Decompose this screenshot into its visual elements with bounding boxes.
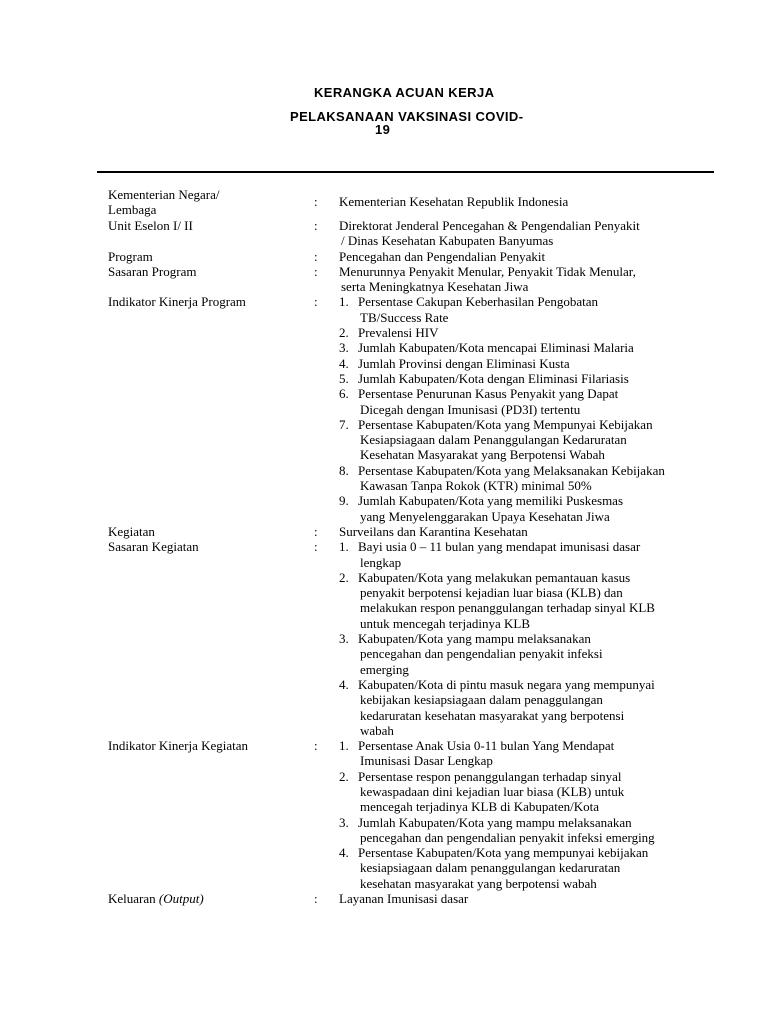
row-colon: : xyxy=(314,539,318,555)
row-kementerian xyxy=(108,187,718,218)
list-item-text xyxy=(358,815,718,846)
list-item-text xyxy=(358,294,718,325)
list-item-line: Persentase Cakupan Keberhasilan Pengobatan xyxy=(358,294,599,310)
list-item-line: Persentase Anak Usia 0-11 bulan Yang Mendapat xyxy=(358,738,615,754)
list-item-text xyxy=(358,325,718,340)
list-item-line: kedaruratan kesehatan masyarakat yang berpotensi xyxy=(360,707,625,723)
list-item-text xyxy=(358,386,718,417)
list-item-line: Kesehatan Masyarakat yang Berpotensi Wabah xyxy=(360,447,605,463)
document-body xyxy=(108,187,718,906)
list-item-line: kesiapsiagaan dalam penanggulangan kedaruratan xyxy=(360,860,621,876)
row-value: Pencegahan dan Pengendalian Penyakit xyxy=(339,248,546,264)
list-item-line: yang Menyelenggarakan Upaya Kesehatan Jiwa xyxy=(360,508,610,524)
row-colon: : xyxy=(314,891,318,907)
sasaran-kegiatan-list xyxy=(339,539,718,738)
list-item xyxy=(339,386,718,417)
list-item-text xyxy=(358,738,718,769)
list-item xyxy=(339,539,718,570)
label-line: Lembaga xyxy=(108,202,157,218)
list-item-text xyxy=(358,539,718,570)
row-label: Indikator Kinerja Kegiatan xyxy=(108,738,249,754)
list-item-text xyxy=(358,417,718,463)
list-item-number: 2. xyxy=(339,768,349,784)
list-item-line: pencegahan dan pengendalian penyakit infeksi xyxy=(360,646,603,662)
indikator-program-list xyxy=(339,294,718,523)
list-item-line: Dicegah dengan Imunisasi (PD3I) tertentu xyxy=(360,401,581,417)
label-main: Keluaran xyxy=(108,891,159,907)
list-item-line: Jumlah Kabupaten/Kota mencapai Eliminasi Malaria xyxy=(358,340,634,356)
list-item-line: Bayi usia 0 – 11 bulan yang mendapat imunisasi dasar xyxy=(358,539,641,555)
row-indikator-program xyxy=(108,294,718,523)
row-label: Sasaran Kegiatan xyxy=(108,539,199,555)
list-item-line: wabah xyxy=(360,722,394,738)
row-colon: : xyxy=(314,523,318,539)
list-item xyxy=(339,493,718,524)
document-title-line1: KERANGKA ACUAN KERJA xyxy=(314,85,495,100)
row-label: Sasaran Program xyxy=(108,263,197,279)
list-item-number: 2. xyxy=(339,569,349,585)
row-sasaran-program xyxy=(108,264,718,295)
document-title-line3: 19 xyxy=(375,122,391,137)
list-item-number: 1. xyxy=(339,738,349,754)
row-colon: : xyxy=(314,294,318,310)
row-label xyxy=(108,891,308,906)
list-item xyxy=(339,371,718,386)
list-item-number: 1. xyxy=(339,539,349,555)
list-item-number: 3. xyxy=(339,340,349,356)
list-item-line: Jumlah Kabupaten/Kota yang memiliki Puskesmas xyxy=(358,493,624,509)
list-item-line: penyakit berpotensi kejadian luar biasa (KLB) dan xyxy=(360,585,623,601)
list-item-line: Kabupaten/Kota yang melakukan pemantauan kasus xyxy=(358,569,631,585)
list-item-text xyxy=(358,845,718,891)
row-label: Indikator Kinerja Program xyxy=(108,294,246,310)
list-item xyxy=(339,294,718,325)
row-value xyxy=(339,264,718,295)
list-item-line: Persentase Penurunan Kasus Penyakit yang Dapat xyxy=(358,386,619,402)
row-colon: : xyxy=(314,263,318,279)
row-value xyxy=(339,738,718,891)
list-item-line: kewaspadaan dini kejadian luar biasa (KLB) untuk xyxy=(360,783,625,799)
list-item-line: Persentase Kabupaten/Kota yang Melaksanakan Kebijakan xyxy=(358,462,665,478)
value-line: Menurunnya Penyakit Menular, Penyakit Tidak Menular, xyxy=(339,263,636,279)
list-item-line: mencegah terjadinya KLB di Kabupaten/Kota xyxy=(360,799,599,815)
row-colon: : xyxy=(314,218,318,233)
list-item-line: Imunisasi Dasar Lengkap xyxy=(360,753,493,769)
row-colon: : xyxy=(314,248,318,264)
list-item-line: Kawasan Tanpa Rokok (KTR) minimal 50% xyxy=(360,478,592,494)
list-item-line: Kabupaten/Kota di pintu masuk negara yang mempunyai xyxy=(358,676,655,692)
list-item-text xyxy=(358,631,718,677)
value-line: serta Meningkatnya Kesehatan Jiwa xyxy=(341,279,529,295)
list-item xyxy=(339,417,718,463)
list-item-number: 9. xyxy=(339,493,349,509)
list-item-number: 8. xyxy=(339,462,349,478)
row-value xyxy=(339,539,718,738)
list-item xyxy=(339,845,718,891)
row-label xyxy=(108,187,308,218)
list-item xyxy=(339,815,718,846)
list-item-text xyxy=(358,570,718,631)
list-item-number: 6. xyxy=(339,386,349,402)
list-item xyxy=(339,677,718,738)
list-item-text xyxy=(358,356,718,371)
row-kegiatan xyxy=(108,524,718,539)
value-line: Direktorat Jenderal Pencegahan & Pengendalian Penyakit xyxy=(339,218,640,233)
list-item-number: 5. xyxy=(339,370,349,386)
row-unit-eselon xyxy=(108,218,718,249)
list-item xyxy=(339,463,718,494)
row-colon: : xyxy=(314,194,318,209)
list-item-line: Kabupaten/Kota yang mampu melaksanakan xyxy=(358,631,591,647)
list-item-number: 3. xyxy=(339,814,349,830)
list-item-number: 4. xyxy=(339,845,349,861)
row-indikator-kegiatan xyxy=(108,738,718,891)
row-value: Kementerian Kesehatan Republik Indonesia xyxy=(339,194,569,209)
list-item-line: melakukan respon penanggulangan terhadap sinyal KLB xyxy=(360,600,655,616)
row-label: Kegiatan xyxy=(108,523,155,539)
list-item-line: kebijakan kesiapsiagaan dalam penaggulangan xyxy=(360,692,603,708)
list-item-line: Prevalensi HIV xyxy=(358,325,439,341)
list-item-text xyxy=(358,493,718,524)
list-item-number: 3. xyxy=(339,631,349,647)
list-item-number: 1. xyxy=(339,294,349,310)
list-item-line: pencegahan dan pengendalian penyakit infeksi emerging xyxy=(360,829,655,845)
list-item-line: Jumlah Kabupaten/Kota dengan Eliminasi Filariasis xyxy=(358,370,629,386)
list-item-number: 4. xyxy=(339,676,349,692)
list-item-line: Jumlah Kabupaten/Kota yang mampu melaksanakan xyxy=(358,814,632,830)
list-item xyxy=(339,570,718,631)
list-item-line: TB/Success Rate xyxy=(360,309,449,325)
list-item-line: Jumlah Provinsi dengan Eliminasi Kusta xyxy=(358,355,570,371)
list-item-text xyxy=(358,463,718,494)
list-item-line: Kesiapsiagaan dalam Penanggulangan Kedaruratan xyxy=(360,432,627,448)
row-value: Surveilans dan Karantina Kesehatan xyxy=(339,523,528,539)
list-item xyxy=(339,325,718,340)
row-value xyxy=(339,294,718,523)
row-program xyxy=(108,249,718,264)
list-item xyxy=(339,631,718,677)
list-item-number: 2. xyxy=(339,325,349,341)
list-item-text xyxy=(358,677,718,738)
list-item-line: kesehatan masyarakat yang berpotensi wabah xyxy=(360,875,597,891)
row-value: Layanan Imunisasi dasar xyxy=(339,891,469,907)
list-item-line: Persentase Kabupaten/Kota yang Mempunyai Kebijakan xyxy=(358,416,653,432)
row-colon: : xyxy=(314,738,318,754)
list-item-text xyxy=(358,371,718,386)
list-item xyxy=(339,738,718,769)
list-item-line: emerging xyxy=(360,661,409,677)
list-item xyxy=(339,769,718,815)
list-item-line: Persentase Kabupaten/Kota yang mempunyai kebijakan xyxy=(358,845,649,861)
list-item-number: 4. xyxy=(339,355,349,371)
label-italic: (Output) xyxy=(158,891,204,907)
list-item-text xyxy=(358,340,718,355)
header-divider xyxy=(97,171,714,173)
row-value xyxy=(339,218,718,249)
value-line: / Dinas Kesehatan Kabupaten Banyumas xyxy=(341,233,554,249)
list-item-line: Persentase respon penanggulangan terhadap sinyal xyxy=(358,768,622,784)
row-keluaran xyxy=(108,891,718,906)
list-item xyxy=(339,356,718,371)
document-title-line2: PELAKSANAAN VAKSINASI COVID- xyxy=(290,109,524,124)
label-line: Kementerian Negara/ xyxy=(108,187,220,202)
indikator-kegiatan-list xyxy=(339,738,718,891)
row-sasaran-kegiatan xyxy=(108,539,718,738)
list-item-line: untuk mencegah terjadinya KLB xyxy=(360,615,531,631)
row-label: Unit Eselon I/ II xyxy=(108,218,193,233)
list-item-line: lengkap xyxy=(360,554,402,570)
list-item-number: 7. xyxy=(339,416,349,432)
list-item-text xyxy=(358,769,718,815)
list-item xyxy=(339,340,718,355)
row-label: Program xyxy=(108,248,153,264)
